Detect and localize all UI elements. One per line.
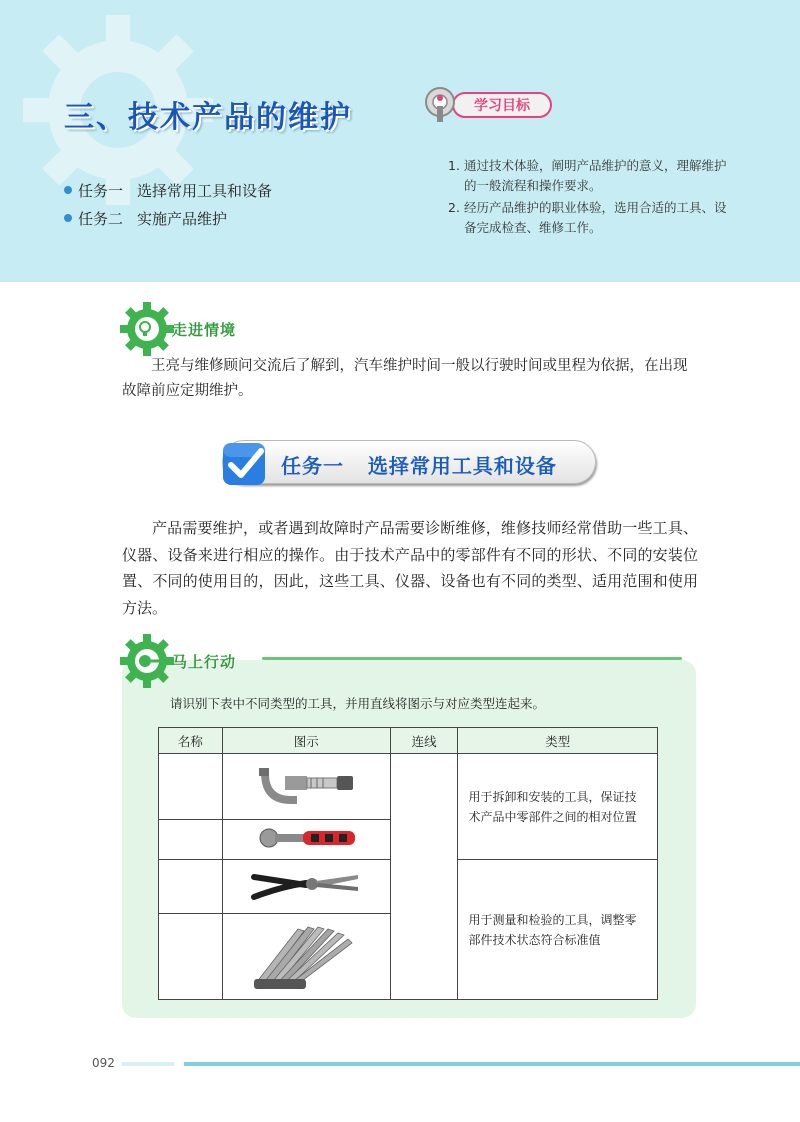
column-header: 类型 (458, 728, 658, 754)
goal-number: 2. (448, 200, 460, 215)
tool-matching-table (158, 727, 658, 1000)
name-cell[interactable] (159, 754, 223, 820)
page-number: 092 (92, 1056, 115, 1070)
chapter-title: 三、技术产品的维护 (64, 100, 352, 135)
task-label: 任务一 (78, 181, 124, 200)
goal-number: 1. (448, 158, 460, 173)
goal-text: 经历产品维护的职业体验，选用合适的工具、设备完成检查、维修工作。 (464, 200, 727, 235)
activity-instruction: 请识别下表中不同类型的工具，并用直线将图示与对应类型连起来。 (170, 696, 546, 711)
task-list (64, 176, 272, 232)
name-cell[interactable] (159, 860, 223, 914)
task-label: 任务二 (78, 209, 124, 228)
connection-cell[interactable] (390, 754, 458, 1000)
goal-pill (452, 92, 552, 118)
activity-header (118, 632, 236, 690)
body-paragraph: 产品需要维护，或者遇到故障时产品需要诊断维修，维修技师经常借助一些工具、仪器、设备来进行相应的操作。由于技术产品中的零部件有不同的形状、不同的安装位置、不同的使用目的，因此，这些工具、仪器、设备也有不同的类型、适用范围和使用方法。 (122, 519, 698, 617)
bullet-icon (64, 186, 72, 194)
micrometer-icon (251, 762, 361, 808)
activity-label: 马上行动 (172, 652, 237, 671)
task-banner (222, 440, 596, 484)
scenario-paragraph: 王亮与维修顾问交流后了解到，汽车维护时间一般以行驶时间或里程为依据，在出现故障前应定期维护。 (122, 358, 688, 399)
table-header-row (159, 728, 658, 754)
column-header: 连线 (390, 728, 458, 754)
image-cell (222, 914, 390, 1000)
feeler-gauge-icon (246, 919, 366, 991)
goal-item (448, 156, 738, 196)
table-row (159, 754, 658, 820)
task-item-1 (64, 176, 272, 204)
task-name: 选择常用工具和设备 (137, 181, 273, 200)
task-name: 实施产品维护 (137, 209, 228, 228)
gear-person-icon (424, 84, 460, 124)
name-cell[interactable] (159, 914, 223, 1000)
activity-rule (262, 657, 682, 660)
footer-rule (122, 1062, 800, 1066)
pliers-icon (250, 867, 362, 903)
goal-text: 通过技术体验，阐明产品维护的意义，理解维护的一般流程和操作要求。 (464, 158, 727, 193)
scenario-text (122, 354, 692, 404)
image-cell (222, 860, 390, 914)
learning-goals-list (448, 156, 738, 240)
task-banner-title: 任务一 选择常用工具和设备 (281, 454, 557, 478)
scenario-label: 走进情境 (172, 320, 237, 339)
learning-goals-badge (424, 84, 552, 124)
bullet-icon (64, 214, 72, 222)
type-cell[interactable]: 用于测量和检验的工具，调整零部件技术状态符合标准值 (458, 860, 658, 1000)
type-cell[interactable]: 用于拆卸和安装的工具，保证技术产品中零部件之间的相对位置 (458, 754, 658, 860)
checkmark-icon (221, 439, 269, 487)
header-band (0, 0, 800, 282)
gear-arrow-icon (118, 632, 176, 690)
task-item-2 (64, 204, 272, 232)
gear-bulb-icon (118, 300, 176, 358)
body-text (122, 515, 698, 621)
column-header: 名称 (159, 728, 223, 754)
goal-badge-label: 学习目标 (474, 98, 530, 114)
name-cell[interactable] (159, 820, 223, 860)
column-header: 图示 (222, 728, 390, 754)
image-cell (222, 820, 390, 860)
image-cell (222, 754, 390, 820)
scenario-header (118, 300, 236, 358)
goal-item (448, 198, 738, 238)
ratchet-wrench-icon (251, 826, 361, 850)
